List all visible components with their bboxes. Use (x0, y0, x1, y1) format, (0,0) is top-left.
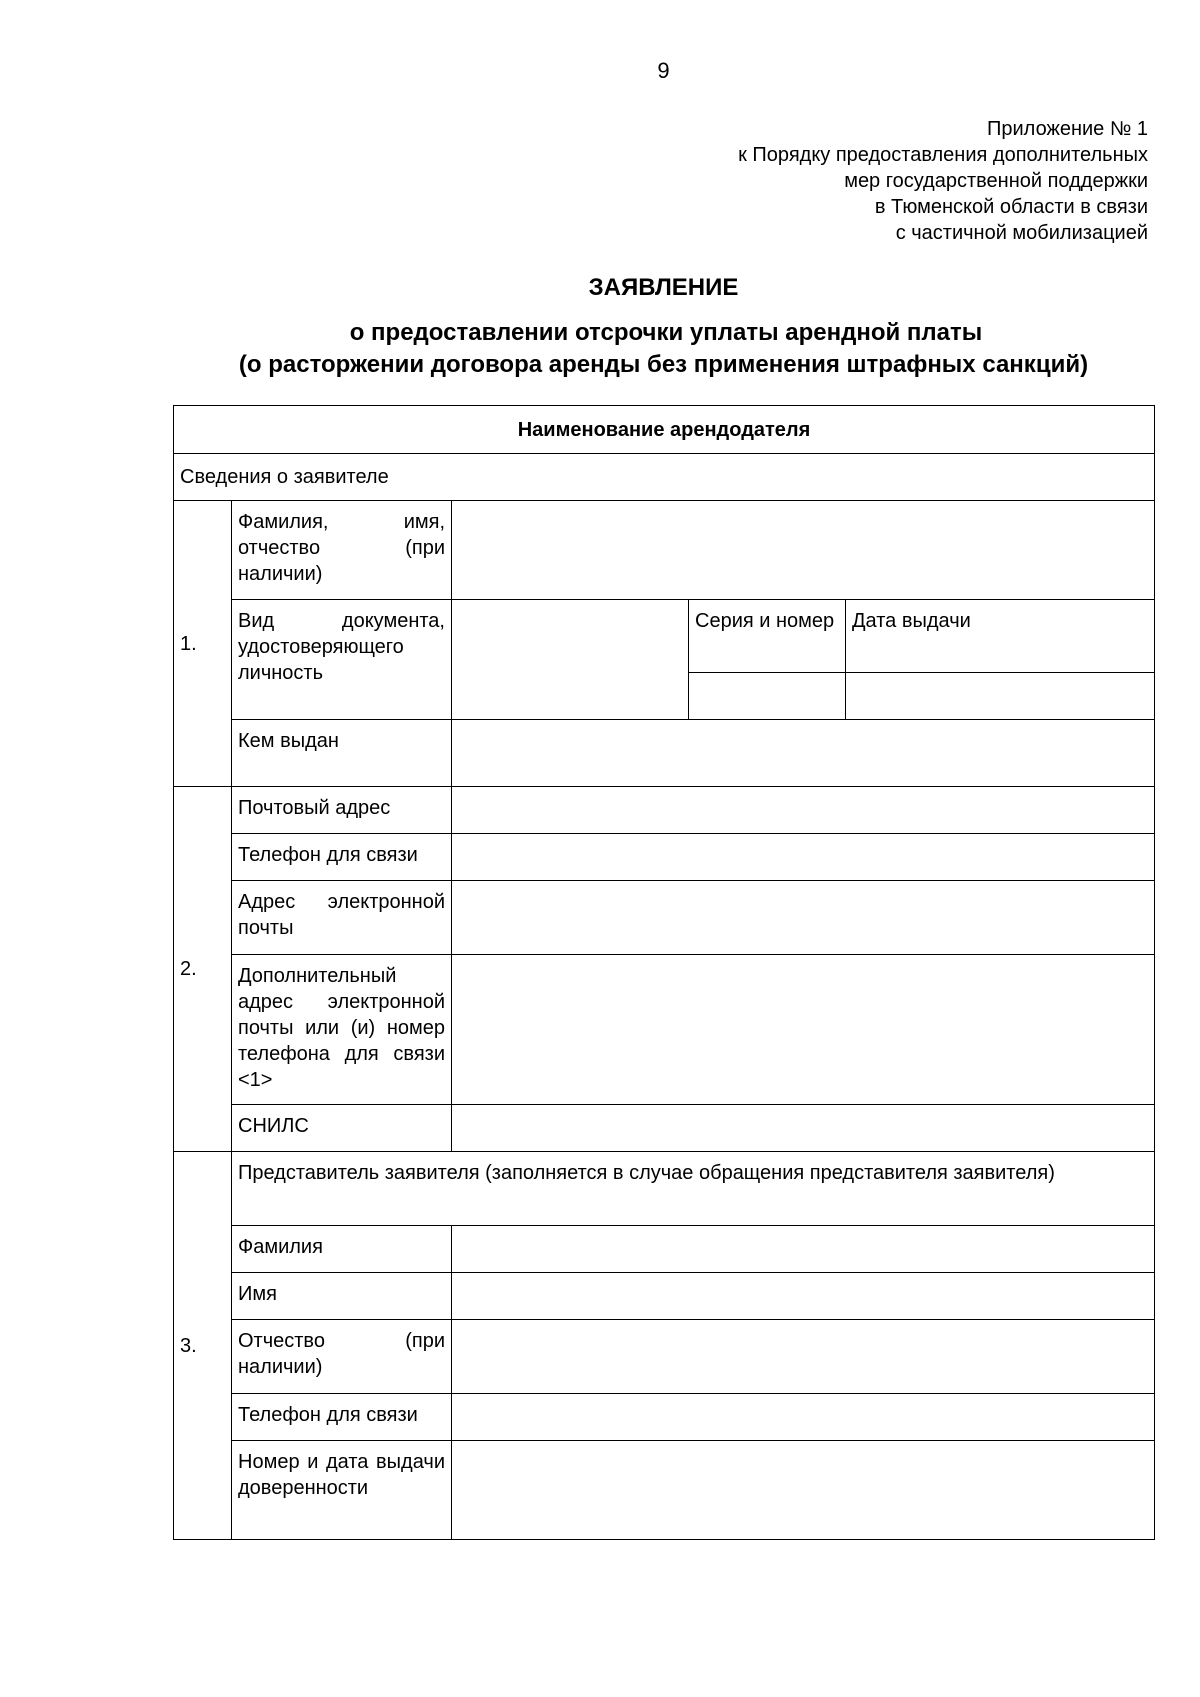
patronymic-label: Отчество (при наличии) (232, 1320, 452, 1394)
issued-by-label: Кем выдан (232, 720, 452, 787)
power-of-attorney-label: Номер и дата выдачи доверенности (232, 1441, 452, 1540)
full-name-label: Фамилия, имя, отчество (при наличии) (232, 501, 452, 600)
postal-address-label: Почтовый адрес (232, 787, 452, 834)
issue-date-label: Дата выдачи (846, 600, 1155, 673)
name-field[interactable] (452, 1273, 1155, 1320)
representative-phone-field[interactable] (452, 1394, 1155, 1441)
email-field[interactable] (452, 881, 1155, 955)
application-form-table (173, 405, 1155, 1540)
subtitle-line-2: (о расторжении договора аренды без применения штрафных санкций) (238, 351, 1089, 378)
landlord-name-header: Наименование арендодателя (174, 406, 1155, 454)
appendix-line-5: с частичной мобилизацией (895, 222, 1148, 244)
appendix-line-4: в Тюменской области в связи (874, 196, 1148, 218)
surname-label: Фамилия (232, 1226, 452, 1273)
id-document-label: Вид документа, удостоверяющего личность (232, 600, 452, 720)
document-title: ЗАЯВЛЕНИЕ (588, 274, 739, 301)
phone-label: Телефон для связи (232, 834, 452, 881)
snils-label: СНИЛС (232, 1105, 452, 1152)
phone-field[interactable] (452, 834, 1155, 881)
page-number: 9 (657, 58, 670, 83)
section-2-number: 2. (174, 787, 232, 1152)
section-1-number: 1. (174, 501, 232, 787)
full-name-field[interactable] (452, 501, 1155, 600)
series-number-label: Серия и номер (689, 600, 846, 673)
appendix-line-1: Приложение № 1 (987, 118, 1148, 140)
document-subtitle (0, 317, 1200, 381)
power-of-attorney-field[interactable] (452, 1441, 1155, 1540)
surname-field[interactable] (452, 1226, 1155, 1273)
snils-field[interactable] (452, 1105, 1155, 1152)
representative-phone-label: Телефон для связи (232, 1394, 452, 1441)
section-3-number: 3. (174, 1152, 232, 1540)
extra-contact-field[interactable] (452, 955, 1155, 1105)
email-label: Адрес электронной почты (232, 881, 452, 955)
representative-label: Представитель заявителя (заполняется в случае обращения представителя заявителя) (232, 1152, 1155, 1226)
name-label: Имя (232, 1273, 452, 1320)
patronymic-field[interactable] (452, 1320, 1155, 1394)
subtitle-line-1: о предоставлении отсрочки уплаты арендной платы (349, 319, 983, 346)
issue-date-field[interactable] (846, 673, 1155, 720)
appendix-line-2: к Порядку предоставления дополнительных (738, 144, 1148, 166)
appendix-note (738, 116, 1148, 246)
issued-by-field[interactable] (452, 720, 1155, 787)
applicant-info-label: Сведения о заявителе (174, 454, 1155, 501)
postal-address-field[interactable] (452, 787, 1155, 834)
appendix-line-3: мер государственной поддержки (844, 170, 1148, 192)
extra-contact-label: Дополнительный адрес электронной почты или (и) номер телефона для связи <1> (232, 955, 452, 1105)
id-document-field[interactable] (452, 600, 689, 720)
series-number-field[interactable] (689, 673, 846, 720)
